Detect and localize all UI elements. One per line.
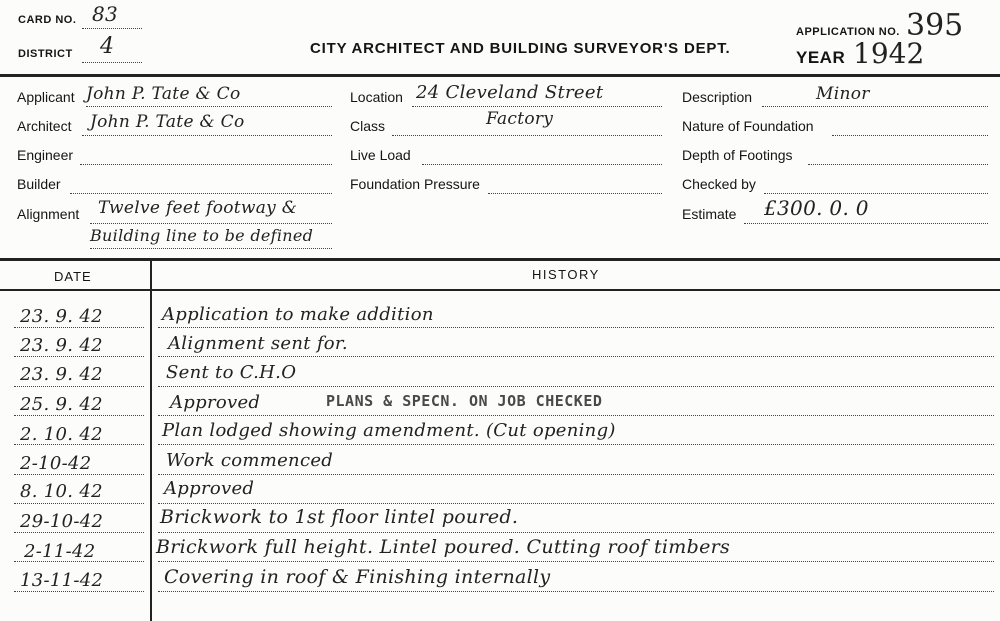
live-load-label: Live Load <box>350 147 411 163</box>
history-entry: Covering in roof & Finishing internally <box>164 566 551 588</box>
location-value: 24 Cleveland Street <box>416 82 604 103</box>
history-date-guide <box>14 444 144 445</box>
history-date: 29-10-42 <box>20 511 104 532</box>
history-entry-guide <box>158 415 994 416</box>
history-entry: Brickwork to 1st floor lintel poured. <box>160 506 519 528</box>
history-entry-guide <box>158 591 994 592</box>
card-no-value: 83 <box>92 2 119 26</box>
history-date: 2-11-42 <box>24 541 96 562</box>
history-date-guide <box>14 386 144 387</box>
date-column-header: DATE <box>54 269 92 284</box>
history-date-guide <box>14 591 144 592</box>
history-date-guide <box>14 532 144 533</box>
applicant-value: John P. Tate & Co <box>86 84 241 104</box>
history-date: 8. 10. 42 <box>20 481 103 502</box>
class-label: Class <box>350 118 386 134</box>
history-entry: Brickwork full height. Lintel poured. Cutting roof timbers <box>156 536 731 558</box>
history-date: 2. 10. 42 <box>20 424 103 445</box>
year-label: YEAR <box>796 48 846 67</box>
history-entry-guide <box>158 561 994 562</box>
history-column-header: HISTORY <box>532 267 600 282</box>
history-entry-guide <box>158 356 994 357</box>
estimate-label: Estimate <box>682 206 737 222</box>
history-date-guide <box>14 474 144 475</box>
alignment-label: Alignment <box>17 206 80 222</box>
alignment-value-line1: Twelve feet footway & <box>98 198 298 218</box>
history-entry: Work commenced <box>166 450 334 471</box>
card-no-label: CARD NO. <box>18 14 77 26</box>
application-no-value: 395 <box>906 8 964 43</box>
history-date: 2-10-42 <box>20 453 92 474</box>
applicant-label: Applicant <box>17 89 75 105</box>
year-value: 1942 <box>853 37 925 70</box>
history-date-guide <box>14 561 144 562</box>
history-entry: Approved <box>164 478 255 499</box>
class-value: Factory <box>486 109 554 129</box>
plans-checked-stamp: PLANS & SPECN. ON JOB CHECKED <box>326 392 603 410</box>
history-entry: Sent to C.H.O <box>166 362 297 383</box>
history-date-guide <box>14 327 144 328</box>
history-entry: Alignment sent for. <box>168 333 348 354</box>
department-title: CITY ARCHITECT AND BUILDING SURVEYOR'S DEPT. <box>310 40 731 57</box>
engineer-label: Engineer <box>17 147 74 163</box>
alignment-value-line2: Building line to be defined <box>90 226 314 245</box>
application-no-label: APPLICATION NO. <box>796 26 900 38</box>
architect-label: Architect <box>17 118 72 134</box>
history-date: 13-11-42 <box>20 570 104 591</box>
depth-of-footings-label: Depth of Footings <box>682 147 793 163</box>
history-entry: Application to make addition <box>162 304 434 325</box>
architect-value: John P. Tate & Co <box>90 112 245 132</box>
builder-label: Builder <box>17 176 61 192</box>
history-entry-guide <box>158 444 994 445</box>
history-date-guide <box>14 415 144 416</box>
location-label: Location <box>350 89 403 105</box>
history-entry: Plan lodged showing amendment. (Cut opening) <box>162 420 616 441</box>
history-entry: Approved <box>170 392 261 413</box>
description-value: Minor <box>816 84 870 104</box>
district-value: 4 <box>100 34 115 59</box>
history-entry-guide <box>158 474 994 475</box>
history-entry-guide <box>158 532 994 533</box>
description-label: Description <box>682 89 753 105</box>
history-date-guide <box>14 503 144 504</box>
estimate-value: £300. 0. 0 <box>764 196 869 220</box>
history-date-guide <box>14 356 144 357</box>
history-date: 23. 9. 42 <box>20 364 103 385</box>
history-entry-guide <box>158 386 994 387</box>
district-label: DISTRICT <box>18 48 73 60</box>
foundation-pressure-label: Foundation Pressure <box>350 176 480 192</box>
history-entry-guide <box>158 327 994 328</box>
checked-by-label: Checked by <box>682 176 756 192</box>
history-entry-guide <box>158 503 994 504</box>
nature-of-foundation-label: Nature of Foundation <box>682 118 814 134</box>
history-date: 25. 9. 42 <box>20 394 103 415</box>
history-date: 23. 9. 42 <box>20 335 103 356</box>
history-date: 23. 9. 42 <box>20 306 103 327</box>
